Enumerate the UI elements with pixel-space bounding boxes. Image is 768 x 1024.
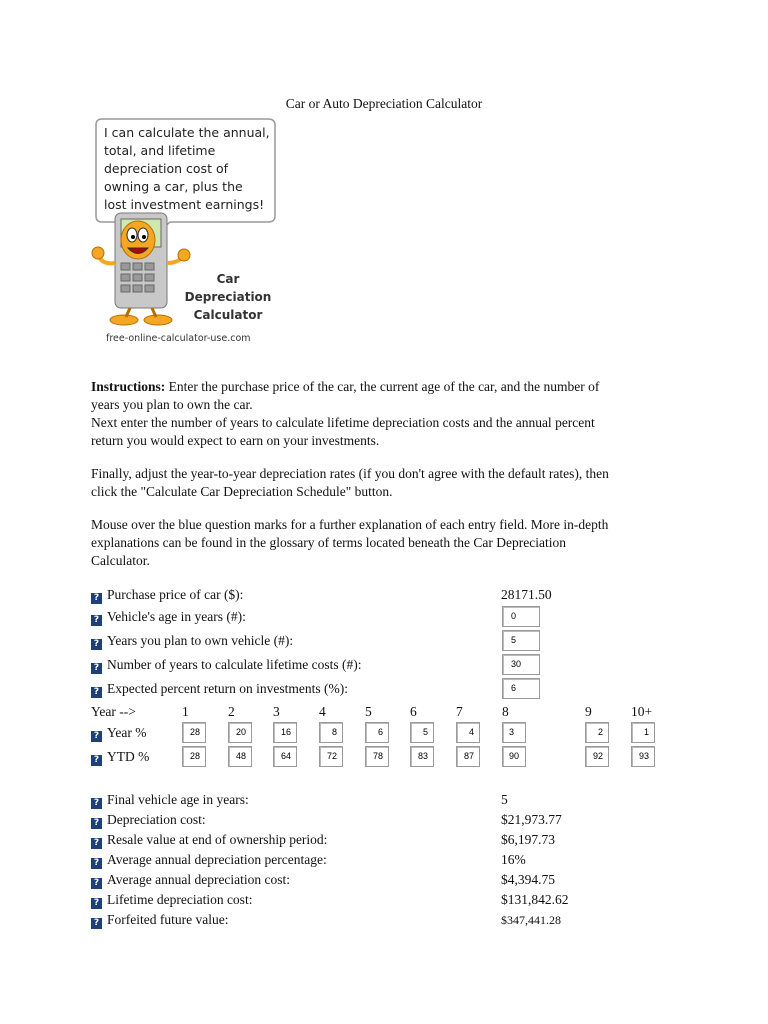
help-question-icon[interactable]: ?	[91, 838, 102, 849]
instructions-text: Mouse over the blue question marks for a further explanation of each entry field. More in-depth	[91, 517, 609, 532]
year-header-label: Year -->	[91, 704, 136, 719]
year-column-header: 3	[273, 704, 280, 719]
ytd-pct-input[interactable]: 48	[228, 746, 252, 767]
final-age-label: Final vehicle age in years:	[107, 792, 249, 807]
help-question-icon[interactable]: ?	[91, 878, 102, 889]
year-pct-input[interactable]: 4	[456, 722, 480, 743]
year-pct-input[interactable]: 2	[585, 722, 609, 743]
instructions-text: Next enter the number of years to calculate lifetime depreciation costs and the annual percent	[91, 415, 595, 430]
instructions-text: click the "Calculate Car Depreciation Schedule" button.	[91, 484, 393, 499]
depreciation-cost-label: Depreciation cost:	[107, 812, 206, 827]
bubble-line: lost investment earnings!	[104, 197, 265, 212]
year-pct-input[interactable]: 6	[365, 722, 389, 743]
avg-annual-cost-label: Average annual depreciation cost:	[107, 872, 291, 887]
help-question-icon[interactable]: ?	[91, 663, 102, 674]
help-question-icon[interactable]: ?	[91, 593, 102, 604]
years-lifetime-row	[91, 657, 362, 674]
help-question-icon[interactable]: ?	[91, 858, 102, 869]
ytd-pct-row	[91, 749, 149, 766]
brand-line: Calculator	[193, 308, 263, 322]
bubble-line: total, and lifetime	[104, 143, 216, 158]
help-question-icon[interactable]: ?	[91, 798, 102, 809]
ytd-pct-input[interactable]: 28	[182, 746, 206, 767]
ytd-pct-input[interactable]: 90	[502, 746, 526, 767]
year-pct-input[interactable]: 5	[410, 722, 434, 743]
instructions-text: explanations can be found in the glossary of terms located beneath the Car Depreciation	[91, 535, 566, 550]
year-pct-input[interactable]: 8	[319, 722, 343, 743]
instructions-text: Enter the purchase price of the car, the current age of the car, and the number of	[165, 379, 600, 394]
avg-annual-pct-label: Average annual depreciation percentage:	[107, 852, 327, 867]
bubble-line: depreciation cost of	[104, 161, 228, 176]
year-column-header: 5	[365, 704, 372, 719]
instructions-label: Instructions:	[91, 379, 166, 394]
year-column-header: 10+	[631, 704, 653, 719]
help-question-icon[interactable]: ?	[91, 687, 102, 698]
year-column-header: 6	[410, 704, 417, 719]
help-question-icon[interactable]: ?	[91, 898, 102, 909]
bubble-line: I can calculate the annual,	[104, 125, 270, 140]
years-own-input[interactable]: 5	[502, 630, 540, 651]
avg-annual-pct-value: 16%	[501, 852, 526, 867]
year-pct-input[interactable]: 28	[182, 722, 206, 743]
ytd-pct-label: YTD %	[107, 749, 150, 764]
ytd-pct-input[interactable]: 78	[365, 746, 389, 767]
year-pct-input[interactable]: 20	[228, 722, 252, 743]
ytd-pct-input[interactable]: 87	[456, 746, 480, 767]
ytd-pct-input[interactable]: 83	[410, 746, 434, 767]
purchase-price-row	[91, 587, 243, 604]
lifetime-cost-label: Lifetime depreciation cost:	[107, 892, 253, 907]
vehicle-age-input[interactable]: 0	[502, 606, 540, 627]
year-pct-input[interactable]: 1	[631, 722, 655, 743]
avg-annual-cost-row	[91, 872, 290, 889]
help-question-icon[interactable]: ?	[91, 731, 102, 742]
brand-line: Car	[216, 272, 240, 286]
final-age-value: 5	[501, 792, 508, 807]
ytd-pct-input[interactable]: 93	[631, 746, 655, 767]
forfeited-value-label: Forfeited future value:	[107, 912, 229, 927]
page-title: Car or Auto Depreciation Calculator	[285, 96, 483, 111]
year-pct-row	[91, 725, 147, 742]
help-question-icon[interactable]: ?	[91, 639, 102, 650]
years-lifetime-label: Number of years to calculate lifetime costs (#):	[107, 657, 362, 672]
instructions-block	[91, 378, 691, 450]
lifetime-cost-row	[91, 892, 252, 909]
depreciation-cost-value: $21,973.77	[501, 812, 562, 827]
vehicle-age-row	[91, 609, 246, 626]
year-pct-input[interactable]: 16	[273, 722, 297, 743]
year-column-header: 2	[228, 704, 235, 719]
year-column-header: 1	[182, 704, 189, 719]
year-pct-label: Year %	[107, 725, 147, 740]
ytd-pct-input[interactable]: 92	[585, 746, 609, 767]
calculator-mascot-logo	[90, 113, 290, 348]
percent-return-input[interactable]: 6	[502, 678, 540, 699]
lifetime-cost-value: $131,842.62	[501, 892, 569, 907]
final-age-row	[91, 792, 249, 809]
instructions-paragraph-3	[91, 516, 691, 570]
year-column-header: 7	[456, 704, 463, 719]
logo-url: free-online-calculator-use.com	[106, 333, 251, 344]
year-pct-input[interactable]: 3	[502, 722, 526, 743]
forfeited-value-value: $347,441.28	[501, 913, 561, 927]
resale-value-row	[91, 832, 327, 849]
year-column-header: 4	[319, 704, 326, 719]
year-column-header: 8	[502, 704, 509, 719]
help-question-icon[interactable]: ?	[91, 615, 102, 626]
help-question-icon[interactable]: ?	[91, 818, 102, 829]
instructions-text: Finally, adjust the year-to-year depreciation rates (if you don't agree with the default rates), then	[91, 466, 609, 481]
ytd-pct-input[interactable]: 64	[273, 746, 297, 767]
instructions-paragraph-2	[91, 465, 691, 501]
instructions-text: years you plan to own the car.	[91, 397, 253, 412]
year-column-header: 9	[585, 704, 592, 719]
avg-annual-pct-row	[91, 852, 327, 869]
years-own-label: Years you plan to own vehicle (#):	[107, 633, 294, 648]
ytd-pct-input[interactable]: 72	[319, 746, 343, 767]
brand-line: Depreciation	[184, 290, 272, 304]
purchase-price-label: Purchase price of car ($):	[107, 587, 244, 602]
vehicle-age-label: Vehicle's age in years (#):	[107, 609, 246, 624]
avg-annual-cost-value: $4,394.75	[501, 872, 555, 887]
help-question-icon[interactable]: ?	[91, 755, 102, 766]
percent-return-label: Expected percent return on investments (%):	[107, 681, 349, 696]
years-own-row	[91, 633, 293, 650]
instructions-text: return you would expect to earn on your investments.	[91, 433, 380, 448]
instructions-text: Calculator.	[91, 553, 150, 568]
help-question-icon[interactable]: ?	[91, 918, 102, 929]
percent-return-row	[91, 681, 348, 698]
years-lifetime-input[interactable]: 30	[502, 654, 540, 675]
purchase-price-value[interactable]: 28171.50	[501, 587, 552, 602]
forfeited-value-row	[91, 912, 228, 929]
depreciation-cost-row	[91, 812, 206, 829]
resale-value-value: $6,197.73	[501, 832, 555, 847]
bubble-line: owning a car, plus the	[104, 179, 243, 194]
resale-value-label: Resale value at end of ownership period:	[107, 832, 328, 847]
